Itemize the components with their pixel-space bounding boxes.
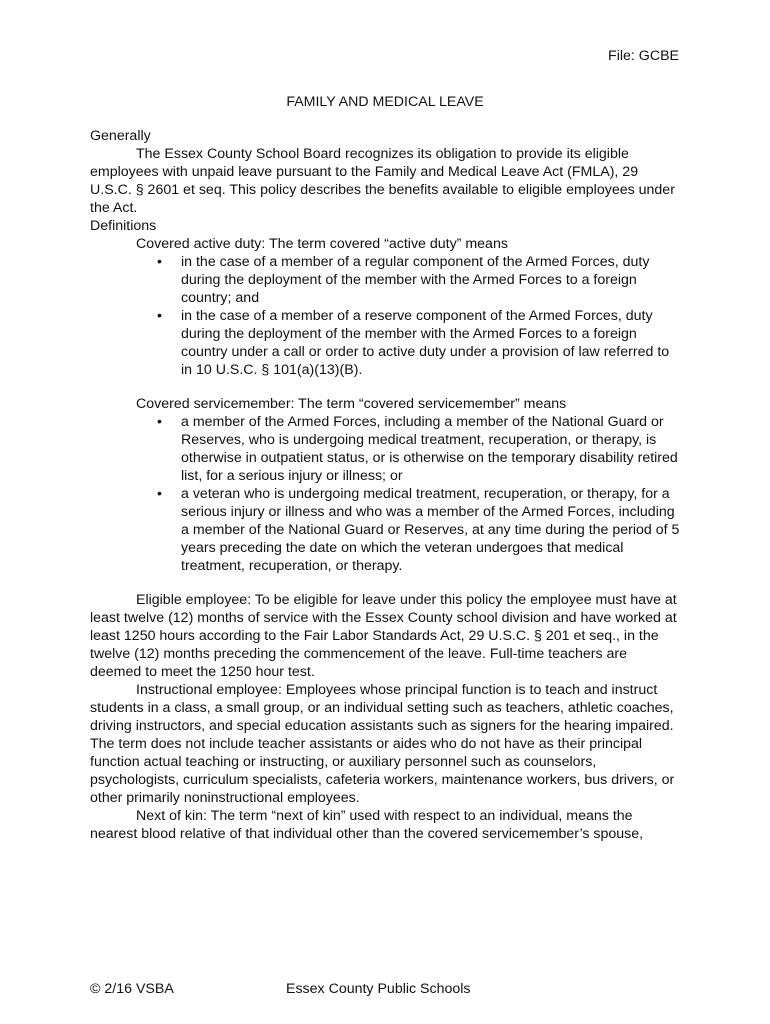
section-heading-generally: Generally xyxy=(90,128,151,144)
covered-active-duty-intro: Covered active duty: The term covered “active duty” means xyxy=(136,236,508,252)
list-item: • a member of the Armed Forces, including a member of the National Guard or Reserves, who is undergoing medical treatment, recuperation, or therapy, is otherwise in outpatient status, or is otherwise on the temporary disability retired list, for a serious injury or illness; or xyxy=(181,413,680,485)
list-item: • a veteran who is undergoing medical treatment, recuperation, or therapy, for a serious injury or illness and who was a member of the Armed Forces, including a member of the National Guard or Reserves, at any time during the period of 5 years preceding the date on which the veteran undergoes that medical treatment, recuperation, or therapy. xyxy=(181,485,680,575)
page-title: FAMILY AND MEDICAL LEAVE xyxy=(286,94,484,110)
document-body xyxy=(90,127,680,843)
instructional-employee-paragraph: Instructional employee: Employees whose principal function is to teach and instruct students in a class, a small group, or an individual setting such as teachers, athletic coaches, driving instructors, and special education assistants such as signers for the hearing impaired. The term does not include teacher assistants or aides who do not have as their principal function actual teaching or instructing, or auxiliary personnel such as counselors, psychologists, curriculum specialists, cafeteria workers, maintenance workers, bus drivers, or other primarily noninstructional employees. xyxy=(90,682,675,806)
covered-active-duty-list xyxy=(90,253,680,379)
section-heading-definitions: Definitions xyxy=(90,218,157,234)
covered-servicemember-list xyxy=(90,413,680,575)
eligible-employee-paragraph: Eligible employee: To be eligible for leave under this policy the employee must have at least twelve (12) months of service with the Essex County school division and have worked at least 1250 hours according to the Fair Labor Standards Act, 29 U.S.C. § 201 et seq., in the twelve (12) months preceding the commencement of the leave. Full-time teachers are deemed to meet the 1250 hour test. xyxy=(90,592,677,680)
file-reference: File: GCBE xyxy=(608,48,679,64)
footer-organization: Essex County Public Schools xyxy=(286,981,471,997)
list-item: • in the case of a member of a regular component of the Armed Forces, duty during the deployment of the member with the Armed Forces to a foreign country; and xyxy=(181,253,680,307)
footer-copyright: © 2/16 VSBA xyxy=(90,981,174,997)
list-item: • in the case of a member of a reserve component of the Armed Forces, duty during the deployment of the member with the Armed Forces to a foreign country under a call or order to active duty under a provision of law referred to in 10 U.S.C. § 101(a)(13)(B). xyxy=(181,307,680,379)
covered-servicemember-intro: Covered servicemember: The term “covered servicemember” means xyxy=(136,396,567,412)
generally-paragraph: The Essex County School Board recognizes its obligation to provide its eligible employees with unpaid leave pursuant to the Family and Medical Leave Act (FMLA), 29 U.S.C. § 2601 et seq. This policy describes the benefits available to eligible employees under the Act. xyxy=(90,146,675,216)
next-of-kin-paragraph: Next of kin: The term “next of kin” used with respect to an individual, means the nearest blood relative of that individual other than the covered servicemember’s spouse, xyxy=(90,808,644,842)
